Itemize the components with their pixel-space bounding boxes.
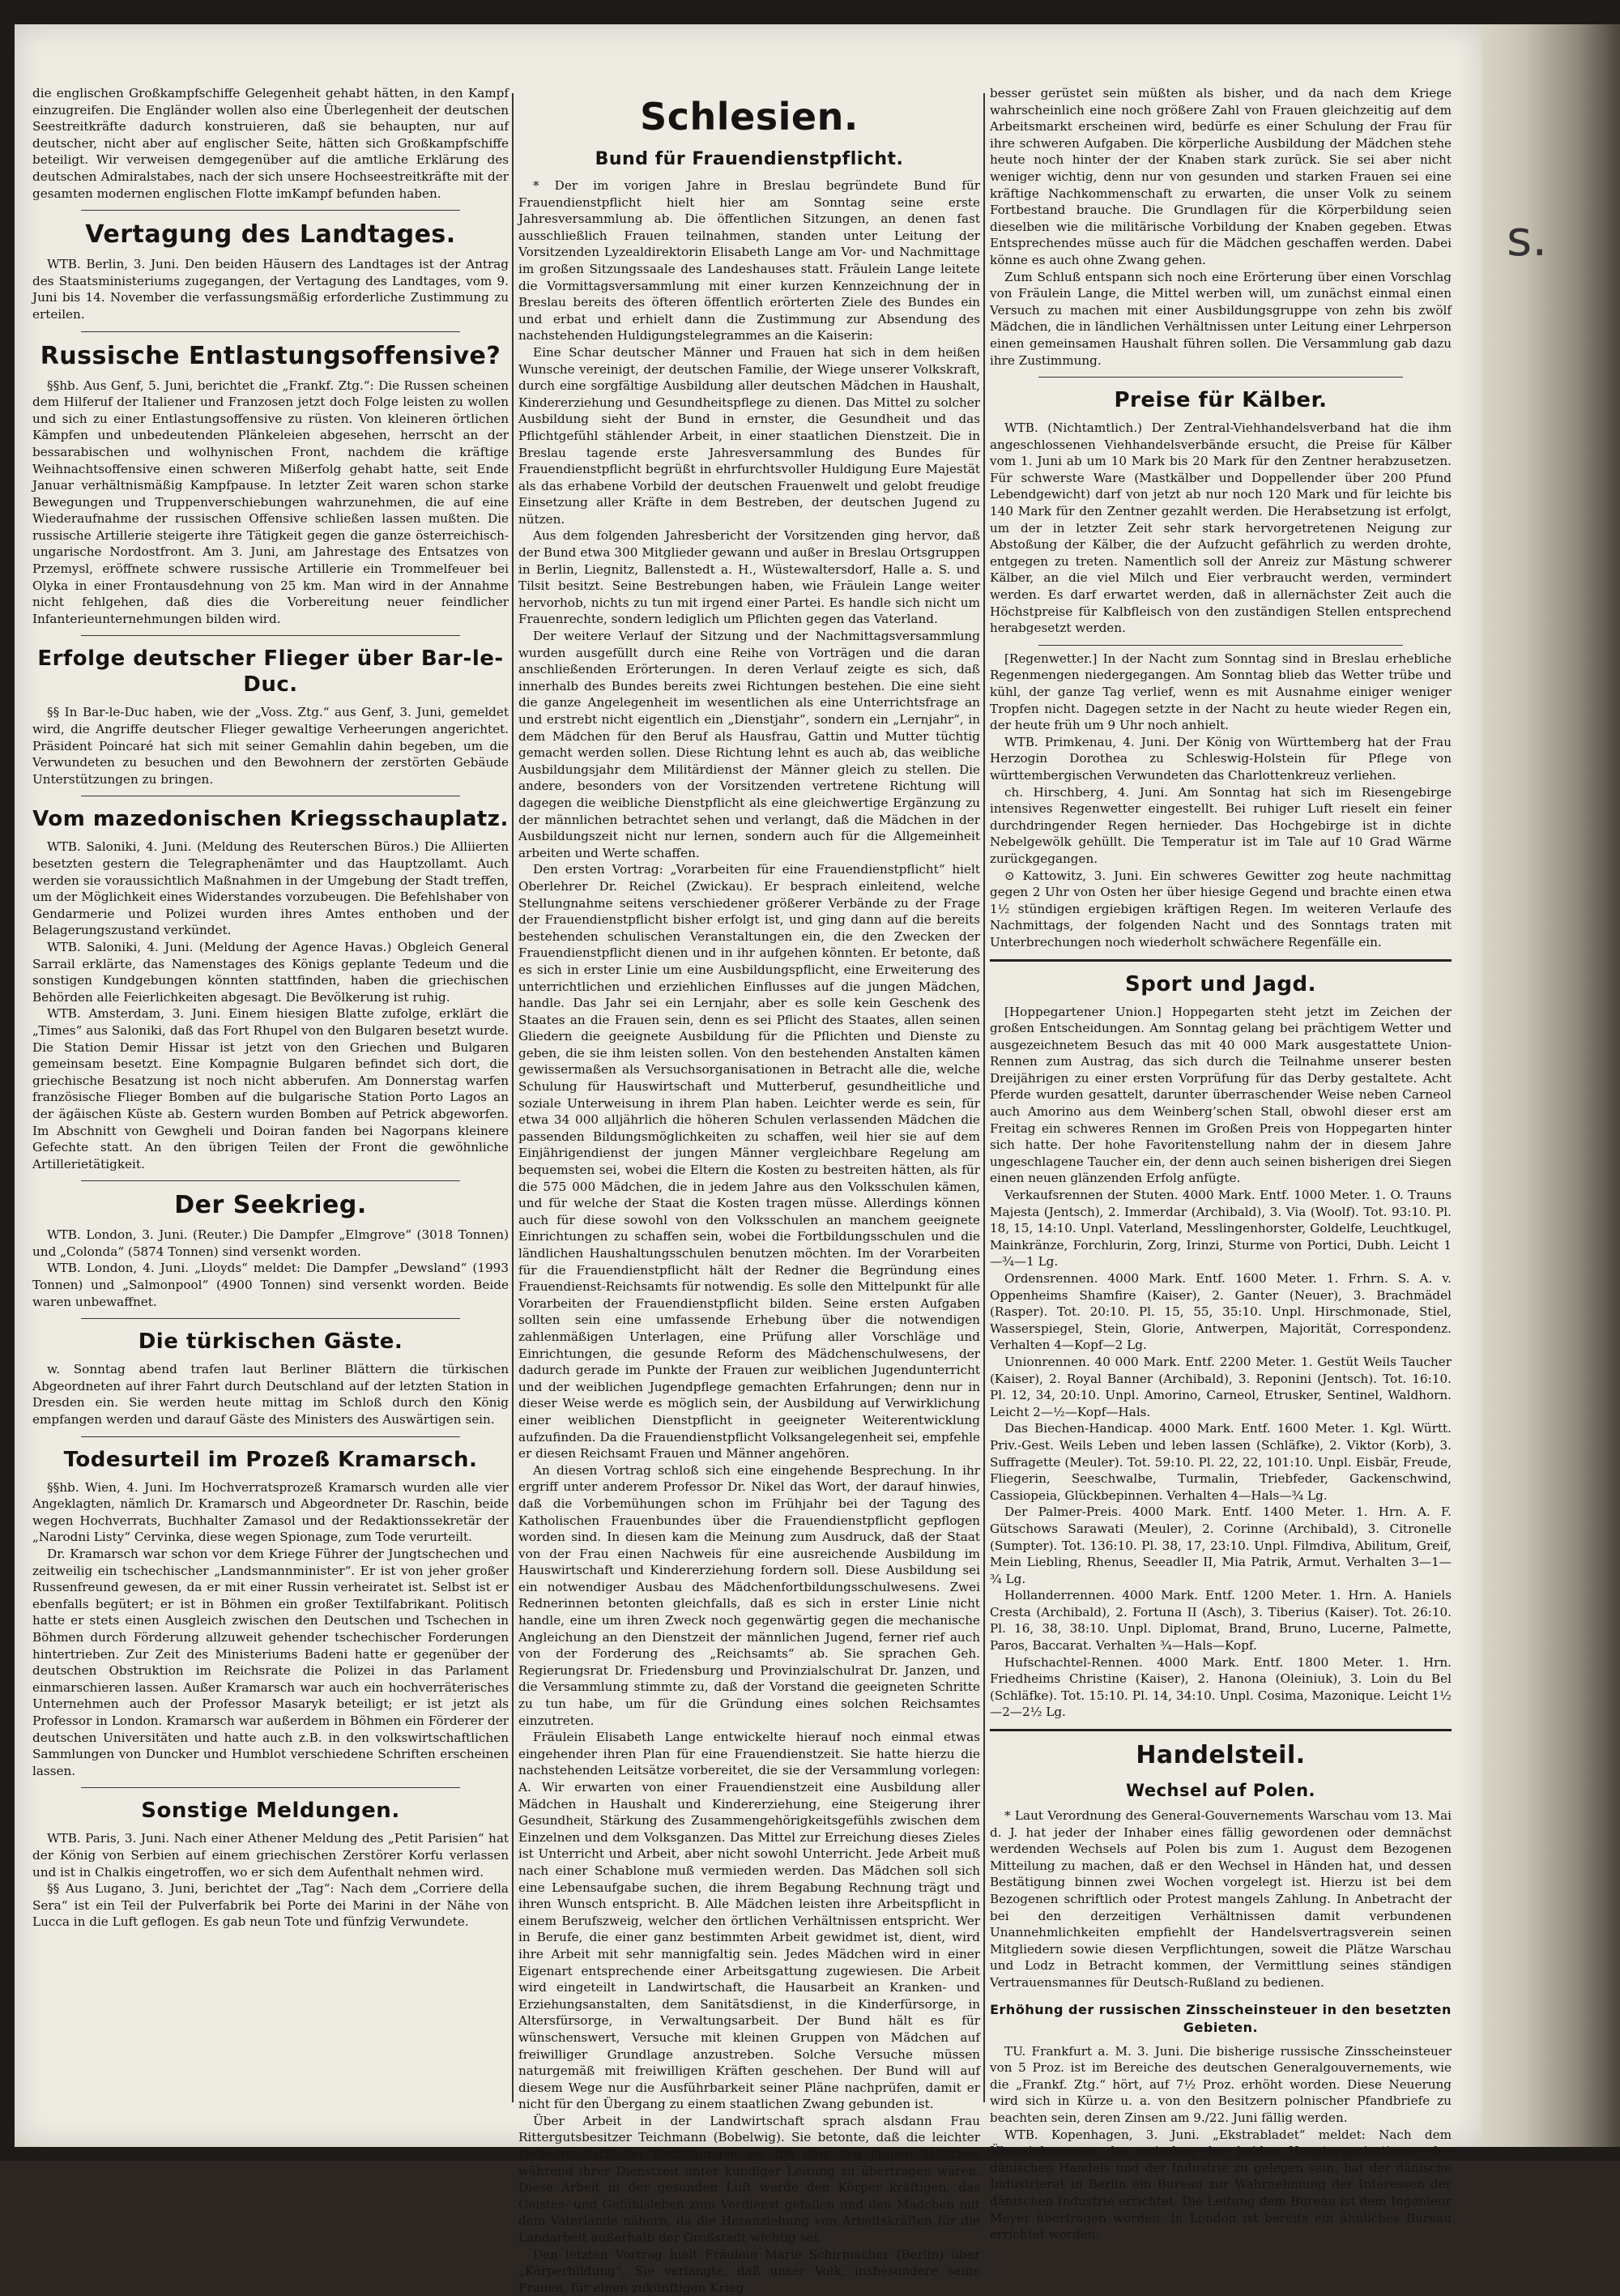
article-text: WTB. London, 4. Juni. „Lloyds“ meldet: Die Dampfer „Dewsland“ (1993 Tonnen) und „Salmonpool“ (4900 Tonnen) sind versenkt worden. Beide waren unbewaffnet. [32, 1261, 509, 1309]
headline-russische-entlastungsoffensive: Russische Entlastungsoffensive? [40, 341, 501, 370]
column-middle [518, 85, 980, 2295]
article-text: WTB. Primkenau, 4. Juni. Der König von Württemberg hat der Frau Herzogin Dorothea zu Schleswig-Holstein für Pflege von württembergischen Verwundeten das Charlottenkreuz verliehen. [990, 734, 1452, 783]
column-rule-2 [983, 93, 985, 2102]
race-result: Ordensrennen. 4000 Mark. Entf. 1600 Meter. 1. Frhrn. S. A. v. Oppenheims Shamfire (Kaiser), 2. Ganter (Neuer), 3. Brachmädel (Rasper). Tot. 20:10. Pl. 15, 55, 35:10. Unpl. Hirschmonade, Stiel, Wasserspiegel, Stein, Glorie, Antwerpen, Majorität, Correspondenz. Verhalten 4—Kopf—2 Lg. [990, 1271, 1452, 1353]
headline-todesurteil-kramarsch: Todesurteil im Prozeß Kramarsch. [63, 1447, 478, 1472]
article-text: Fräulein Elisabeth Lange entwickelte hierauf noch einmal etwas eingehender ihren Plan für eine Frauendienstzeit. Sie hatte hierzu die nachstehenden Leitsätze vorbereitet, die sie der Versammlung vorlegen: A. Wir erwarten von einer Frauendienstzeit eine Ausbildung aller Mädchen in Haushalt und Kindererziehung, eine Steigerung ihrer Gesundheit, Stärkung des Zusammengehörigkeitsgefühls zwischen dem Einzelnen und dem Volksganzen. Das Mittel zur Erreichung dieses Zieles ist Unterricht und Arbeit, aber nicht sowohl Unterricht. Jede Arbeit muß nach einer Schablone muß vermieden werden. Das Mädchen soll sich eine Lebensaufgabe suchen, die ihrem Begabung Rechnung trägt und ihren Wunsch entspricht. B. Alle Mädchen leisten ihre Arbeitspflicht in einem Berufszweig, welcher den örtlichen Verhältnissen entspricht. Wer in Berufe, die einer ganz bestimmten Arbeit gewidmet ist, dient, wird ihre Arbeit mit sehr mannigfaltig sein. Jedes Mädchen wird in einer Eigenart entsprechende einer Arbeitsgattung zugewiesen. Die Arbeit wird eingeteilt in Landwirtschaft, die Hausarbeit an Kranken- und Erziehungsanstalten, dem Sanitätsdienst, in die Kinderfürsorge, in Altersfürsorge, in Verwaltungsarbeit. Der Bund hält es für wünschenswert, Versuche mit kleinen Gruppen von Mädchen auf freiwilliger Grundlage anzustreben. Solche Versuche müssen naturgemäß mit freiwilligen Kräften geschehen. Der Bund will auf diesem Wege nur die Ausführbarkeit seiner Pläne nachprüfen, damit er nicht für den Übergang zu einem staatlichen Zwang gebunden ist. [518, 1730, 980, 2112]
subheadline-zinsscheinsteuer: Erhöhung der russischen Zinsscheinsteuer in den besetzten Gebieten. [990, 2001, 1452, 2035]
section-masthead-schlesien: Schlesien. [640, 95, 859, 139]
separator [81, 1436, 460, 1437]
article-text: [Regenwetter.] In der Nacht zum Sonntag sind in Breslau erhebliche Regenmengen niedergegangen. Am Sonntag blieb das Wetter trübe und kühl, der ganze Tag verlief, wenn es mit Ausnahme einiger weniger Tropfen nicht. Dagegen setzte in der Nacht zu heute wieder Regen ein, der heute früh um 9 Uhr noch anhielt. [990, 651, 1452, 733]
article-text: §§ Aus Lugano, 3. Juni, berichtet der „Tag“: Nach dem „Corriere della Sera“ ist ein Teil der Pulverfabrik bei Porte dei Marini in der Nähe von Lucca in die Luft geflogen. Es gab neun Tote und fünfzig Verwundete. [32, 1881, 509, 1930]
column-right [990, 85, 1452, 2243]
column-rule-1 [512, 93, 514, 2102]
separator [81, 635, 460, 636]
article-text: WTB. Amsterdam, 3. Juni. Einem hiesigen Blatte zufolge, erklärt die „Times“ aus Saloniki, daß das Fort Rhupel von den Bulgaren besetzt wurde. Die Station Demir Hissar ist jetzt von den Griechen und Bulgaren gemeinsam besetzt. Eine Kompagnie Bulgaren befindet sich dort, die griechische Besatzung ist noch nicht abberufen. Am Donnerstag warfen französische Flieger Bomben auf die bulgarische Station Porto Lagos an der ägäischen Küste ab. Gestern wurden Bomben auf Petrick abgeworfen. Im Abschnitt von Gewgheli und Doiran fanden bei Nagorpans kleinere Gefechte statt. An den übrigen Teilen der Front die gewöhnliche Artillerietätigkeit. [32, 1006, 509, 1171]
binding-edge-mark: s. [1507, 211, 1548, 267]
article-text: WTB. Berlin, 3. Juni. Den beiden Häusern des Landtages ist der Antrag des Staatsministeriums zugegangen, der Vertagung des Landtages, vom 9. Juni bis 14. November die verfassungsmäßig erforderliche Zustimmung zu erteilen. [32, 257, 509, 322]
race-result: Der Palmer-Preis. 4000 Mark. Entf. 1400 Meter. 1. Hrn. A. F. Gütschows Sarawati (Meuler), 2. Corinne (Archibald), 3. Citronelle (Sumpter). Tot. 136:10. Pl. 38, 17, 23:10. Unpl. Filmdiva, Abilitum, Greif, Mein Liebling, Rhenus, Seeadler II, Mia Patrik, Armut. Verhalten 3—1—¾ Lg. [990, 1504, 1452, 1586]
separator [81, 210, 460, 211]
article-text: TU. Frankfurt a. M. 3. Juni. Die bisherige russische Zinsscheinsteuer von 5 Proz. ist im Bereiche des deutschen Generalgouvernements, wie die „Frankf. Ztg.“ hört, auf 7½ Proz. erhöht worden. Diese Neuerung wird sich in Kürze u. a. von den Besitzern polnischer Pfandbriefe zu beachten sein, deren Zinsen am 9./22. Juni fällig werden. [990, 2043, 1452, 2125]
article-text: Den letzten Vortrag hielt Fräulein Marie Schirmacher (Berlin) über „Körperbildung“. Sie verlangte, daß unser Volk, insbesondere seine Frauen, für einen zukünftigen Krieg [518, 2247, 980, 2295]
article-text: [Hoppegartener Union.] Hoppegarten steht jetzt im Zeichen der großen Entscheidungen. Am Sonntag gelang bei prächtigem Wetter und ausgezeichnetem Besuch das mit 40 000 Mark ausgestattete Union-Rennen zum Austrag, das sich durch die Teilnahme unserer besten Dreijährigen zu einer ersten Vorprüfung für das Derby gestaltete. Acht Pferde wurden gesattelt, darunter überraschender Weise neben Carneol auch Amorino aus dem Weinberg’schen Stall, obwohl dieser erst am Freitag ein schweres Rennen im Großen Preis von Hoppegarten hinter sich hatte. Der hohe Favoritenstellung nahm der in diesem Jahre ungeschlagene Taucher ein, der denn auch seinen bisherigen drei Siegen einen neuen glänzenden Erfolg anfügte. [990, 1004, 1452, 1186]
headline-vertagung-landtag: Vertagung des Landtages. [85, 220, 456, 250]
separator [81, 331, 460, 332]
article-text: ⊙ Kattowitz, 3. Juni. Ein schweres Gewitter zog heute nachmittag gegen 2 Uhr von Osten her über hiesige Gegend und brachte einen etwa 1½ stündigen ergiebigen kräftigen Regen. Im weiteren Verlaufe des Nachmittags, der folgenden Nacht und des Sonntags traten mit Unterbrechungen noch wiederholt schwächere Regenfälle ein. [990, 868, 1452, 950]
article-text: w. Sonntag abend trafen laut Berliner Blättern die türkischen Abgeordneten auf ihrer Fahrt durch Deutschland auf der letzten Station in Dresden ein. Sie werden heute mittag im Schloß durch den König empfangen werden und darauf Gäste des Ministers des Auswärtigen sein. [32, 1362, 509, 1428]
race-result: Hufschachtel-Rennen. 4000 Mark. Entf. 1800 Meter. 1. Hrn. Friedheims Christine (Kaiser), 2. Hanona (Oleiniuk), 3. Loin du Bel (Schläfke). Tot. 15:10. Pl. 14, 34:10. Unpl. Cosima, Mazonique. Leicht 1½—2—2½ Lg. [990, 1654, 1452, 1720]
headline-erfolge-flieger: Erfolge deutscher Flieger über Bar-le-Duc. [37, 647, 504, 698]
separator [990, 1729, 1452, 1731]
article-text: An diesen Vortrag schloß sich eine eingehende Besprechung. In ihr ergriff unter anderem Professor Dr. Nikel das Wort, der darauf hinwies, daß die Vorbemühungen schon im Frühjahr bei der Tagung des Katholischen Frauenbundes über die Frauendienstpflicht gepflogen worden sind. In diesen kam die Meinung zum Ausdruck, daß der Staat von der Frau einen Nachweis für eine ausreichende Ausbildung im Hauswirtschaft und Kindererziehung fordern soll. Diese Ausbildung sei ein notwendiger Ausbau des Mädchenfortbildungsschulwesens. Zwei Rednerinnen betonten gleichfalls, daß es sich in erster Linie nicht handle, eine um ihren Zweck noch gegenwärtig gegen die mechanische Angleichung an den Dienstzeit der männlichen Jugend, ferner rief auch von der Forderung des „Reichsamts“ ab. Sie sprachen Geh. Regierungsrat Dr. Friedensburg und Provinzialschulrat Dr. Janzen, und die Versammlung stimmte zu, daß der Vorstand die geeigneten Schritte zu tun habe, um für die Gründung eines solchen Reichsamtes einzutreten. [518, 1462, 980, 1728]
separator [1038, 645, 1403, 646]
headline-handelsteil: Handelsteil. [1136, 1741, 1306, 1770]
separator [81, 1787, 460, 1788]
separator [1038, 377, 1403, 378]
separator [990, 959, 1452, 962]
article-text: Dr. Kramarsch war schon vor dem Kriege Führer der Jungtschechen und zeitweilig ein tschechischer „Landsmannminister“. Er ist von jeher großer Russenfreund gewesen, da er mit einer Russin verheiratet ist. Selbst ist er ebenfalls begütert; er ist in Böhmen ein großer Textilfabrikant. Politisch hatte er stets einen Ausgleich zwischen den Deutschen und Tschechen in Böhmen durch Förderung allzuweit gehender tschechischer Forderungen hintertrieben. Zur Zeit des Ministeriums Badeni hatte er gegenüber der deutschen Obstruktion im Reichsrate die Polizei in das Parlament einmarschieren lassen. Außer Kramarsch war auch ein hochverräterisches Unternehmen auch der Professor Masaryk beteiligt; er ist jetzt als Professor in London. Kramarsch war außerdem in Böhmen ein Förderer der deutschen Universitäten und hatte auch z.B. in den volkswirtschaftlichen Sammlungen von Duncker und Humblot verschiedene Schriften erscheinen lassen. [32, 1547, 509, 1778]
article-text: §§hb. Wien, 4. Juni. Im Hochverratsprozeß Kramarsch wurden alle vier Angeklagten, nämlich Dr. Kramarsch und Abgeordneter Dr. Raschin, beide wegen Hochverrats, Buchhalter Zamasol und der Redaktionssekretär der „Narodni Listy“ Cervinka, diese wegen Spionage, zum Tode verurteilt. [32, 1479, 509, 1545]
separator [81, 1180, 460, 1181]
subheadline-wechsel-polen: Wechsel auf Polen. [1125, 1781, 1316, 1801]
race-result: Verkaufsrennen der Stuten. 4000 Mark. Entf. 1000 Meter. 1. O. Trauns Majesta (Jentsch), 2. Immerdar (Archibald), 3. Via (Woolf). Tot. 93:10. Pl. 18, 15, 14:10. Unpl. Vaterland, Messlingenhorster, Goldelfe, Leuchtkugel, Mainkränze, Forchlurin, Zorg, Irinzi, Sturme von Portici, Dubh. Leicht 1—¾—1 Lg. [990, 1188, 1452, 1270]
race-result: Unionrennen. 40 000 Mark. Entf. 2200 Meter. 1. Gestüt Weils Taucher (Kaiser), 2. Royal Banner (Archibald), 3. Reponini (Jentsch). Tot. 16:10. Pl. 12, 34, 20:10. Unpl. Amorino, Carneol, Etrusker, Sentinel, Waldhorn. Leicht 2—½—Kopf—Hals. [990, 1354, 1452, 1419]
headline-bund-frauendienstpflicht: Bund für Frauendienstpflicht. [595, 149, 904, 169]
headline-tuerkische-gaeste: Die türkischen Gäste. [138, 1329, 403, 1355]
article-fragment-intro: die englischen Großkampfschiffe Gelegenheit gehabt hätten, in den Kampf einzugreifen. Die Engländer wollen also eine Überlegenheit der deutschen Seestreitkräfte dadurch konstruieren, daß sie behaupten, nur auf deutscher, nicht aber auf englischer Seite, hätten sich Großkampfschiffe beteiligt. Wir verweisen demgegenüber auf die amtliche Erklärung des deutschen Admiralstabes, nach der sich unsere Hochseestreitkräfte mit der gesamten modernen englischen Flotte imKampf befunden haben. [32, 86, 509, 201]
headline-seekrieg: Der Seekrieg. [174, 1191, 367, 1220]
article-text: WTB. (Nichtamtlich.) Der Zentral-Viehhandelsverband hat die ihm angeschlossenen Viehhandelsverbände ersucht, die Preise für Kälber vom 1. Juni ab um 10 Mark bis 20 Mark für den Zentner herabzusetzen. Für schwerste Ware (Mastkälber und Doppellender über 200 Pfund Lebendgewicht) darf von jetzt ab nur noch 120 Mark und für leichte bis 140 Mark für den Zentner gezahlt werden. Die Herabsetzung ist erfolgt, um der in letzter Zeit sehr stark hervorgetretenen Neigung zur Abstoßung der Kälber, die der Aufzucht gefährlich zu werden drohte, entgegen zu treten. Namentlich soll der Anreiz zur Mästung schwerer Kälber, an die viel Milch und Eier verbraucht werden, vermindert werden. Es darf erwartet werden, daß in allernächster Zeit auch die Höchstpreise für Kalbfleisch von den zuständigen Stellen entsprechend herabgesetzt werden. [990, 420, 1452, 636]
headline-sonstige-meldungen: Sonstige Meldungen. [141, 1799, 400, 1824]
article-text: * Der im vorigen Jahre in Breslau begründete Bund für Frauendienstpflicht hielt hier am Sonntag seine erste Jahresversammlung ab. Die öffentlichen Sitzungen, an denen fast ausschließlich Frauen teilnahmen, standen unter Leitung der Vorsitzenden Lyzealdirektorin Elisabeth Lange am Vor- und Nachmittage im großen Sitzungssaale des Landeshauses statt. Fräulein Lange leitete die Vormittagsversammlung mit einer kurzen Kennzeichnung der in Breslau bereits des öfteren öffentlich erörterten Ziele des Bundes ein und erbat und erhielt dann die Zustimmung zur Absendung des nachstehenden Huldigungstelegrammes an die Kaiserin: [518, 178, 980, 344]
article-text: * Laut Verordnung des General-Gouvernements Warschau vom 13. Mai d. J. hat jeder der Inhaber eines fällig gewordenen oder demnächst werdenden Wechsels auf Polen bis zum 1. August dem Bezogenen Mitteilung zu machen, daß er den Wechsel in Händen hat, und dessen Bestätigung binnen zwei Wochen vorgelegt ist. Hierzu ist bei dem Bezogenen schriftlich oder Protest mangels Zahlung. In Anbetracht der bei den derzeitigen Verhältnissen damit verbundenen Unannehmlichkeiten empfiehlt der Handelsvertragsverein seinen Mitgliedern sowie diesen Verpflichtungen, soweit die Plätze Warschau und Lodz in Betracht kommen, der Vermittlung seines ständigen Vertrauensmannes für Deutsch-Rußland zu bedienen. [990, 1808, 1452, 1990]
article-text: Der weitere Verlauf der Sitzung und der Nachmittagsversammlung wurden ausgefüllt durch eine Reihe von Vorträgen und die daran anschließenden Erörterungen. In deren Verlauf zeigte es sich, daß innerhalb des Bundes bereits zwei Richtungen bestehen. Die eine sieht die ganze Angelegenheit im wesentlichen als eine Unterrichtsfrage an und erstrebt nicht eigentlich ein „Dienstjahr“, sondern ein „Lernjahr“, in dem Mädchen für den Beruf als Hausfrau, Gattin und Mutter tüchtig gemacht werden sollen. Diese Richtung lehnt es auch ab, das weibliche Ausbildungsjahr dem Militärdienst der Männer gleich zu stellen. Die andere, besonders von der Vorsitzenden vertretene Richtung will dagegen die weibliche Dienstpflicht als eine gleichwertige Ergänzung zu der männlichen betrachtet sehen und verlangt, daß die Mädchen in der Ausbildungszeit nicht nur lernen, sondern auch für die Allgemeinheit arbeiten und Werte schaffen. [518, 629, 980, 860]
article-text: §§ In Bar-le-Duc haben, wie der „Voss. Ztg.“ aus Genf, 3. Juni, gemeldet wird, die Angriffe deutscher Flieger gewaltige Verheerungen angerichtet. Präsident Poincaré hat sich mit seiner Gemahlin dahin begeben, um die Verwundeten zu besuchen und den Bewohnern der zerstörten Gebäude Unterstützungen zu bringen. [32, 705, 509, 787]
article-text: besser gerüstet sein müßten als bisher, und da nach dem Kriege wahrscheinlich eine noch größere Zahl von Frauen gleichzeitig auf dem Arbeitsmarkt erscheinen wird, bedürfe es einer Schulung der Frau für ihre schweren Aufgaben. Die körperliche Ausbildung der Mädchen stehe heute noch hinter der der Knaben stark zurück. Sie sei aber nicht weniger wichtig, denn nur von gesunden und starken Frauen sei eine kräftige Nachkommenschaft zu erwarten, die unser Volk zu seinem Fortbestand brauche. Die Grundlagen für die Körperbildung seien dieselben wie die militärische Vorbildung der Knaben gegeben. Etwas Entsprechendes müsse auch für die Mädchen geschaffen werden. Dabei könne es auch ohne Zwang gehen. [990, 86, 1452, 267]
article-text: §§hb. Aus Genf, 5. Juni, berichtet die „Frankf. Ztg.“: Die Russen scheinen dem Hilferuf der Italiener und Franzosen jetzt doch Folge leisten zu wollen und sich zu einer Entlastungsoffensive zu rüsten. Von kleineren örtlichen Kämpfen und unbedeutenden Plänkeleien abgesehen, herrscht an der bessarabischen und wolhynischen Front, nachdem die kräftige Weihnachtsoffensive einen schweren Mißerfolg gehabt hatte, seit Ende Januar verhältnismäßig Kampfpause. In letzter Zeit waren schon starke Bewegungen und Truppenverschiebungen wahrzunehmen, die auf eine Wiederaufnahme der russischen Offensive schließen lassen mußten. Die russische Artillerie steigerte ihre Tätigkeit gegen die ganze österreichisch-ungarische Nordostfront. Am 3. Juni, am Jahrestage des Entsatzes von Przemysl, eröffnete schwere russische Artillerie ein Trommelfeuer bei Olyka in einer Frontausdehnung von 25 km. Man wird in der Annahme nicht fehlgehen, daß dies die Vorbereitung neuer feindlicher Infanterieunternehmungen bilden wird. [32, 378, 509, 626]
column-left [32, 85, 509, 2127]
race-result: Hollanderrennen. 4000 Mark. Entf. 1200 Meter. 1. Hrn. A. Haniels Cresta (Archibald), 2. Fortuna II (Asch), 3. Tiberius (Kaiser). Tot. 26:10. Pl. 16, 38, 38:10. Unpl. Diplomat, Brand, Bruno, Lucerne, Palmette, Paros, Baccarat. Verhalten ¾—Hals—Kopf. [990, 1588, 1452, 1654]
headline-mazedonischer-kriegsschauplatz: Vom mazedonischen Kriegsschauplatz. [32, 807, 509, 832]
headline-sport-und-jagd: Sport und Jagd. [1124, 971, 1316, 996]
book-binding-edge [1482, 24, 1620, 2147]
article-text: WTB. London, 3. Juni. (Reuter.) Die Dampfer „Elmgrove“ (3018 Tonnen) und „Colonda“ (5874 Tonnen) sind versenkt worden. [32, 1227, 509, 1259]
headline-preise-kaelber: Preise für Kälber. [1114, 388, 1328, 413]
article-text: Den ersten Vortrag: „Vorarbeiten für eine Frauendienstpflicht“ hielt Oberlehrer Dr. Reichel (Zwickau). Er besprach einleitend, welche Stellungnahme seitens verschiedener größerer Verbände zu der Frage der Frauendienstpflicht bisher erfolgt ist, und ging dann auf die bereits bestehenden schulischen Veranstaltungen ein, die den Zwecken der Frauendienstpflicht dienen und in ihr aufgehen könnten. Er betonte, daß es sich in erster Linie um eine Ausbildungspflicht, eine Erweiterung des unterrichtlichen und erziehlichen Einflusses auf die jungen Mädchen, handle. Das Jahr sei ein Lernjahr, aber es solle kein Geschenk des Staates an die Frauen sein, denn es sei Pflicht des Staates, allen seinen Gliedern die geeignete Ausbildung für die Pflichten und Dienste zu geben, die sie ihm leisten sollen. Von den bestehenden Anstalten kämen gewissermaßen als Versuchsorganisationen in Betracht alle die, welche Schulung für Hauswirtschaft und Mutterberuf, gesundheitliche und soziale Unterweisung in ihrem Plan haben. Leichter werde es sein, für etwa 34 000 alljährlich die höheren Schulen verlassenden Mädchen die passenden Bildungsmöglichkeiten zu schaffen, weil hier sie auf dem Einjährigendienst der jungen Männer vergleichbare Regelung am bequemsten sei, wobei die Eltern die Kosten zu bestreiten hätten, als für die 575 000 Mädchen, die in jedem Jahre aus den Volksschulen kämen, und für welche der Staat die Kosten tragen müsse. Allerdings können auch für diese sowohl von den Volksschulen an manchem geeignete Einrichtungen zu schaffen sein, wobei die Fortbildungsschulen und die ländlichen Haushaltungsschulen benutzen möchten. Im der Vorarbeiten für die Frauendienstpflicht hält der Redner die Begründung eines Frauendienst-Reichsamts für notwendig. Es solle den Mittelpunkt für alle Vorarbeiten der Frauendienstpflicht bilden. Seine ersten Aufgaben sollten sein eine umfassende Erhebung über die notwendigen zahlenmäßigen Unterlagen, eine Prüfung aller Vorschläge und Einrichtungen, die gesunde Reform des Mädchenschulwesens, der dadurch gerade im Punkte der Frauen zur weiblichen Jugendunterricht und der weiblichen Jugendpflege gemachten Erfahrungen; denn nur in dieser Weise werde es möglich sein, der Ausbildung auf Verwirklichung einer weiblichen Dienstpflicht in geeigneter Weiterentwicklung aufzufinden. Da die Frauendienstpflicht Volksangelegenheit sei, empfehle er diesen Reichsamt Frauen und Männer angehören. [518, 862, 980, 1462]
article-text: WTB. Saloniki, 4. Juni. (Meldung der Agence Havas.) Obgleich General Sarrail erklärte, das Namenstages des Königs geplante Tedeum und die sonstigen Kundgebungen könnten stattfinden, haben die griechischen Behörden alle Feierlichkeiten abgesagt. Die Bevölkerung ist ruhig. [32, 939, 509, 1005]
separator [81, 1318, 460, 1319]
article-text: Eine Schar deutscher Männer und Frauen hat sich in dem heißen Wunsche vereinigt, der deutschen Familie, der Wiege unserer Volkskraft, durch eine sorgfältige Ausbildung aller deutschen Mädchen in Haushalt, Kindererziehung und Gesundheitspflege zu dienen. Das Mittel zu solcher Ausbildung sieht der Bund in ernster, die Gesundheit und das Pflichtgefühl stählender Arbeit, in einer staatlichen Dienstzeit. Die in Breslau tagende erste Jahresversammlung des Bundes für Frauendienstpflicht begrüßt in ehrfurchtsvoller Huldigung Eure Majestät als das erhabene Vorbild der deutschen Frauenwelt und gelobt freudige Einsetzung aller Kräfte in dem Bestreben, der deutschen Jugend zu nützen. [518, 344, 980, 527]
article-text: Zum Schluß entspann sich noch eine Erörterung über einen Vorschlag von Fräulein Lange, die Mittel werben will, um zunächst einmal einen Versuch zu machen mit einer Ausbildungsgruppe von zehn bis zwölf Mädchen, die in ländlichen Verhältnissen unter Leitung einer Lehrperson einen gemeinsamen Haushalt führen sollen. Die Versammlung gab dazu ihre Zustimmung. [990, 269, 1452, 368]
article-text: WTB. Saloniki, 4. Juni. (Meldung des Reuterschen Büros.) Die Alliierten besetzten gestern die Telegraphenämter und das Hauptzollamt. Auch werden sie voraussichtlich Maßnahmen in der Umgebung der Stadt treffen, um der Möglichkeit eines Widerstandes vorzubeugen. Die Befehlshaber von Gendarmerie und Polizei wurden ihres Amtes enthoben und der Belagerungszustand verkündet. [32, 839, 509, 938]
article-text: WTB. Kopenhagen, 3. Juni. „Ekstrabladet“ meldet: Nach dem Übereinkommen, das zwischen den beiden Hauptorganisationen des dänischen Handels und der Industrie zu gelegen sein, hat der dänische Industrierat in Berlin ein Bureau zur Wahrnehmung der Interessen der dänischen Industrie errichtet. Die Leitung dem Bureau ist dem Ingenieur Meyer übertragen worden. In London ist bereits ein ähnliches Bureau errichtet worden. [990, 2127, 1452, 2243]
race-result: Das Biechen-Handicap. 4000 Mark. Entf. 1600 Meter. 1. Kgl. Württ. Priv.-Gest. Weils Leben und leben lassen (Schläfke), 2. Viktor (Korb), 3. Suffragette (Meuler). Tot. 59:10. Pl. 22, 22, 101:10. Unpl. Eisbär, Freude, Fliegerin, Seeschwalbe, Turmalin, Triebfeder, Gackenschwind, Cassiopeia, Glückbepinnen. Verhalten 4—Hals—¾ Lg. [990, 1421, 1452, 1503]
article-text: Über Arbeit in der Landwirtschaft sprach alsdann Frau Rittergutsbesitzer Teichmann (Bobelwig). Sie betonte, daß die leichter landwirtschaftlicher Betätigungen an, die dort den jungen Mädchen während ihrer Dienstzeit unter kundiger Leitung zu übertragen wären. Diese Arbeit in der gesunden Luft werde den Körper kräftigen, das Geistes- und Gefühlsleben zum Verdienst gefallen und den Mädchen mit dem Vaterlande nähern, da die Heranziehung von Arbeitskräften für die Landarbeit außerhalb der Großstadt wichtig sei. [518, 2113, 980, 2246]
article-text: ch. Hirschberg, 4. Juni. Am Sonntag hat sich im Riesengebirge intensives Regenwetter eingestellt. Bei ruhiger Luft rieselt ein feiner durchdringender Regen hernieder. Das Hochgebirge ist in dichte Nebelgewölk gehüllt. Die Temperatur ist im Tale auf 10 Grad Wärme zurückgegangen. [990, 784, 1452, 866]
article-text: Aus dem folgenden Jahresbericht der Vorsitzenden ging hervor, daß der Bund etwa 300 Mitglieder gewann und außer in Breslau Ortsgruppen in Berlin, Liegnitz, Ballenstedt a. H., Wüstewaltersdorf, Halle a. S. und Tilsit besitzt. Seine Bestrebungen haben, wie Fräulein Lange weiter hervorhob, nichts zu tun mit irgend einer Partei. Es handle sich nicht um Frauenrechte, sondern lediglich um Pflichten gegen das Vaterland. [518, 528, 980, 627]
article-text: WTB. Paris, 3. Juni. Nach einer Athener Meldung des „Petit Parisien“ hat der König von Serbien auf einem griechischen Zerstörer Korfu verlassen und ist in Chalkis eingetroffen, wo er sich dem Aufenthalt nehmen wird. [32, 1831, 509, 1880]
